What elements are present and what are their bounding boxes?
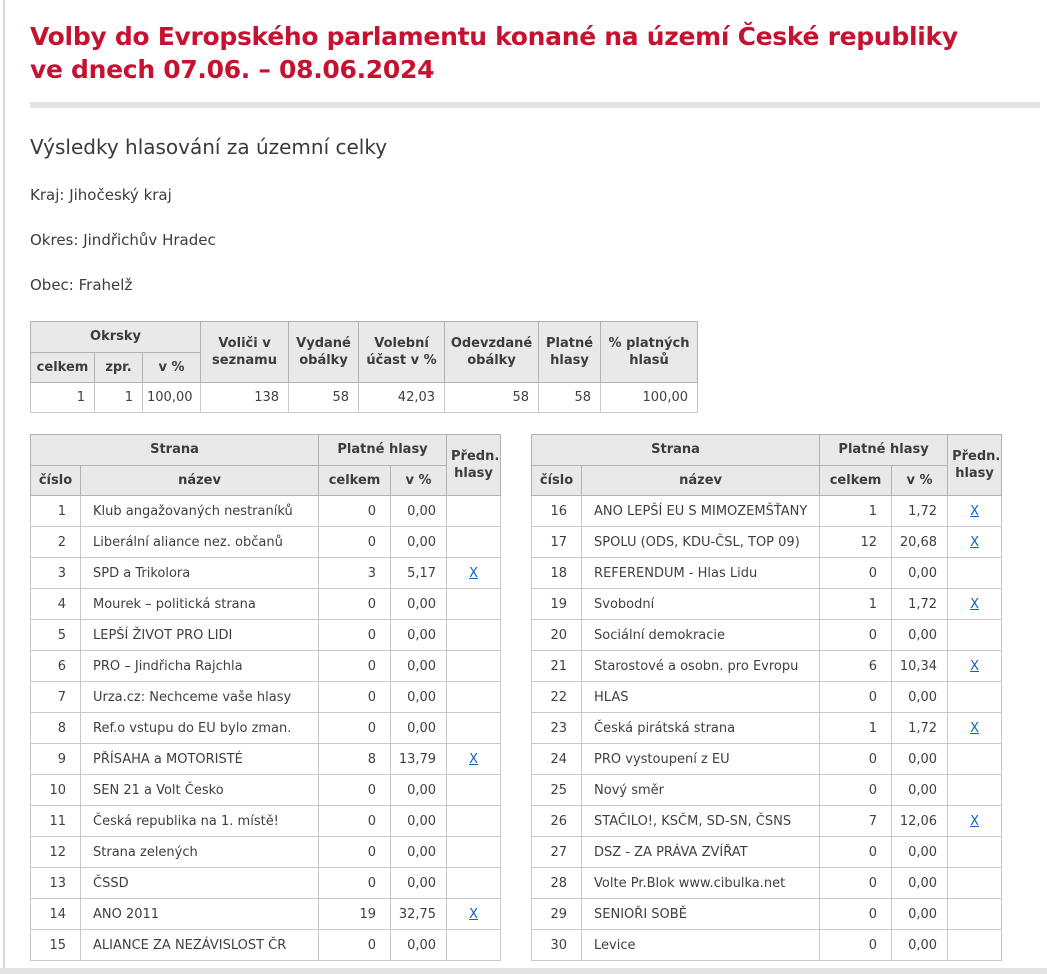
party-pref-cell bbox=[948, 620, 1002, 651]
party-votes-total: 1 bbox=[820, 713, 892, 744]
party-row bbox=[31, 775, 501, 806]
page-bottom-bar bbox=[0, 968, 1047, 974]
party-votes-total: 19 bbox=[319, 899, 391, 930]
party-number: 13 bbox=[31, 868, 81, 899]
party-name: Svobodní bbox=[582, 589, 820, 620]
party-row bbox=[31, 682, 501, 713]
party-votes-total: 12 bbox=[820, 527, 892, 558]
party-number: 8 bbox=[31, 713, 81, 744]
party-number: 21 bbox=[532, 651, 582, 682]
party-name: STAČILO!, KSČM, SD-SN, ČSNS bbox=[582, 806, 820, 837]
party-number: 29 bbox=[532, 899, 582, 930]
summary-odevzdane: 58 bbox=[445, 383, 539, 413]
pref-votes-link[interactable]: X bbox=[469, 751, 478, 767]
party-header-cislo: číslo bbox=[532, 465, 582, 496]
party-name: Starostové a osobn. pro Evropu bbox=[582, 651, 820, 682]
party-votes-total: 0 bbox=[319, 930, 391, 961]
summary-header-platne: Platné hlasy bbox=[539, 322, 601, 383]
party-header-celkem: celkem bbox=[820, 465, 892, 496]
party-header-v-pct: v % bbox=[391, 465, 447, 496]
summary-ucast: 42,03 bbox=[359, 383, 445, 413]
party-row bbox=[532, 682, 1002, 713]
party-votes-total: 0 bbox=[820, 620, 892, 651]
pref-votes-link[interactable]: X bbox=[970, 658, 980, 674]
party-row bbox=[532, 806, 1002, 837]
party-row bbox=[532, 496, 1002, 527]
party-row bbox=[31, 558, 501, 589]
party-row bbox=[532, 930, 1002, 961]
party-name: SPD a Trikolora bbox=[81, 558, 319, 589]
party-row bbox=[532, 620, 1002, 651]
okres-value: Jindřichův Hradec bbox=[83, 231, 216, 249]
party-name: SENIOŘI SOBĚ bbox=[582, 899, 820, 930]
party-pref-cell bbox=[948, 930, 1002, 961]
summary-header-v-pct: v % bbox=[143, 352, 201, 383]
party-votes-total: 0 bbox=[820, 899, 892, 930]
party-votes-total: 1 bbox=[820, 589, 892, 620]
summary-header-celkem: celkem bbox=[31, 352, 95, 383]
party-votes-total: 0 bbox=[820, 744, 892, 775]
party-tables-container bbox=[30, 434, 1040, 961]
party-votes-total: 0 bbox=[319, 620, 391, 651]
kraj-line bbox=[30, 186, 1040, 204]
party-votes-total: 0 bbox=[820, 930, 892, 961]
party-number: 3 bbox=[31, 558, 81, 589]
party-votes-pct: 20,68 bbox=[892, 527, 948, 558]
party-votes-pct: 0,00 bbox=[391, 589, 447, 620]
party-votes-total: 0 bbox=[820, 837, 892, 868]
party-name: PRO – Jindřicha Rajchla bbox=[81, 651, 319, 682]
party-name: Mourek – politická strana bbox=[81, 589, 319, 620]
party-pref-cell bbox=[948, 496, 1002, 527]
party-votes-pct: 0,00 bbox=[892, 744, 948, 775]
page-title: Volby do Evropského parlamentu konané na území České republiky ve dnech 07.06. – 08.06.2024 bbox=[30, 22, 958, 84]
party-pref-cell bbox=[447, 496, 501, 527]
party-votes-total: 0 bbox=[319, 651, 391, 682]
party-number: 4 bbox=[31, 589, 81, 620]
party-number: 9 bbox=[31, 744, 81, 775]
party-pref-cell bbox=[447, 837, 501, 868]
party-header-v-pct: v % bbox=[892, 465, 948, 496]
party-votes-pct: 0,00 bbox=[892, 899, 948, 930]
party-votes-pct: 0,00 bbox=[892, 837, 948, 868]
party-row bbox=[532, 775, 1002, 806]
party-votes-total: 0 bbox=[820, 682, 892, 713]
party-header-nazev: název bbox=[81, 465, 319, 496]
summary-okrsky-v-pct: 100,00 bbox=[143, 383, 201, 413]
party-header-cislo: číslo bbox=[31, 465, 81, 496]
party-votes-pct: 1,72 bbox=[892, 589, 948, 620]
party-name: ANO LEPŠÍ EU S MIMOZEMŠŤANY bbox=[582, 496, 820, 527]
party-row bbox=[532, 868, 1002, 899]
title-divider bbox=[30, 102, 1040, 108]
party-row bbox=[31, 806, 501, 837]
party-name: SEN 21 a Volt Česko bbox=[81, 775, 319, 806]
summary-platne: 58 bbox=[539, 383, 601, 413]
party-number: 27 bbox=[532, 837, 582, 868]
party-votes-pct: 1,72 bbox=[892, 496, 948, 527]
party-number: 18 bbox=[532, 558, 582, 589]
party-pref-cell bbox=[447, 558, 501, 589]
party-votes-total: 1 bbox=[820, 496, 892, 527]
party-votes-pct: 0,00 bbox=[892, 682, 948, 713]
party-pref-cell bbox=[447, 620, 501, 651]
party-votes-pct: 0,00 bbox=[892, 775, 948, 806]
party-votes-total: 0 bbox=[319, 775, 391, 806]
party-votes-pct: 32,75 bbox=[391, 899, 447, 930]
obec-label: Obec: bbox=[30, 276, 74, 294]
party-votes-pct: 10,34 bbox=[892, 651, 948, 682]
party-header-predn-hlasy: Předn. hlasy bbox=[948, 435, 1002, 496]
party-row bbox=[31, 713, 501, 744]
party-pref-cell bbox=[447, 713, 501, 744]
party-votes-total: 7 bbox=[820, 806, 892, 837]
summary-header-zpr: zpr. bbox=[95, 352, 143, 383]
party-pref-cell bbox=[948, 651, 1002, 682]
party-votes-pct: 0,00 bbox=[391, 527, 447, 558]
party-name: Ref.o vstupu do EU bylo zman. bbox=[81, 713, 319, 744]
party-pref-cell bbox=[447, 930, 501, 961]
pref-votes-link[interactable]: X bbox=[970, 813, 980, 829]
party-number: 19 bbox=[532, 589, 582, 620]
summary-vydane: 58 bbox=[289, 383, 359, 413]
party-votes-total: 0 bbox=[319, 837, 391, 868]
party-number: 25 bbox=[532, 775, 582, 806]
summary-header-okrsky: Okrsky bbox=[31, 322, 201, 353]
party-name: DSZ - ZA PRÁVA ZVÍŘAT bbox=[582, 837, 820, 868]
party-row bbox=[532, 589, 1002, 620]
party-pref-cell bbox=[948, 527, 1002, 558]
summary-okrsky-zpr: 1 bbox=[95, 383, 143, 413]
pref-votes-link[interactable]: X bbox=[469, 565, 478, 581]
party-row bbox=[532, 837, 1002, 868]
party-number: 6 bbox=[31, 651, 81, 682]
party-row bbox=[31, 744, 501, 775]
party-number: 7 bbox=[31, 682, 81, 713]
party-header-celkem: celkem bbox=[319, 465, 391, 496]
party-row bbox=[31, 899, 501, 930]
party-number: 23 bbox=[532, 713, 582, 744]
party-votes-total: 0 bbox=[319, 868, 391, 899]
party-name: ČSSD bbox=[81, 868, 319, 899]
party-pref-cell bbox=[447, 744, 501, 775]
summary-header-vydane: Vydané obálky bbox=[289, 322, 359, 383]
party-votes-pct: 5,17 bbox=[391, 558, 447, 589]
party-votes-pct: 0,00 bbox=[892, 558, 948, 589]
party-name: Nový směr bbox=[582, 775, 820, 806]
party-header-predn-hlasy: Předn. hlasy bbox=[447, 435, 501, 496]
party-votes-total: 8 bbox=[319, 744, 391, 775]
party-number: 1 bbox=[31, 496, 81, 527]
party-votes-pct: 1,72 bbox=[892, 713, 948, 744]
party-votes-pct: 0,00 bbox=[892, 930, 948, 961]
party-pref-cell bbox=[447, 527, 501, 558]
party-pref-cell bbox=[948, 682, 1002, 713]
party-pref-cell bbox=[948, 806, 1002, 837]
party-pref-cell bbox=[948, 589, 1002, 620]
party-votes-pct: 0,00 bbox=[391, 930, 447, 961]
summary-volici: 138 bbox=[201, 383, 289, 413]
party-name: LEPŠÍ ŽIVOT PRO LIDI bbox=[81, 620, 319, 651]
party-pref-cell bbox=[948, 558, 1002, 589]
party-pref-cell bbox=[447, 589, 501, 620]
party-votes-pct: 0,00 bbox=[391, 682, 447, 713]
party-header-nazev: název bbox=[582, 465, 820, 496]
party-header-strana: Strana bbox=[532, 435, 820, 466]
party-row bbox=[31, 651, 501, 682]
obec-value: Frahelž bbox=[78, 276, 133, 294]
summary-pct-platnych: 100,00 bbox=[601, 383, 698, 413]
party-pref-cell bbox=[447, 775, 501, 806]
okres-label: Okres: bbox=[30, 231, 79, 249]
party-name: ANO 2011 bbox=[81, 899, 319, 930]
party-row bbox=[31, 620, 501, 651]
party-number: 12 bbox=[31, 837, 81, 868]
party-row bbox=[532, 651, 1002, 682]
party-votes-total: 0 bbox=[820, 868, 892, 899]
summary-okrsky-celkem: 1 bbox=[31, 383, 95, 413]
party-votes-total: 0 bbox=[820, 775, 892, 806]
party-number: 22 bbox=[532, 682, 582, 713]
party-number: 20 bbox=[532, 620, 582, 651]
party-row bbox=[31, 496, 501, 527]
party-name: Strana zelených bbox=[81, 837, 319, 868]
party-votes-total: 0 bbox=[319, 527, 391, 558]
summary-header-odevzdane: Odevzdané obálky bbox=[445, 322, 539, 383]
party-pref-cell bbox=[948, 775, 1002, 806]
party-votes-pct: 0,00 bbox=[391, 651, 447, 682]
obec-line bbox=[30, 276, 1040, 294]
party-number: 14 bbox=[31, 899, 81, 930]
party-row bbox=[31, 527, 501, 558]
party-pref-cell bbox=[447, 682, 501, 713]
party-votes-pct: 12,06 bbox=[892, 806, 948, 837]
party-name: Česká republika na 1. místě! bbox=[81, 806, 319, 837]
party-number: 2 bbox=[31, 527, 81, 558]
party-number: 5 bbox=[31, 620, 81, 651]
party-pref-cell bbox=[447, 651, 501, 682]
party-name: Sociální demokracie bbox=[582, 620, 820, 651]
party-votes-total: 3 bbox=[319, 558, 391, 589]
party-votes-total: 6 bbox=[820, 651, 892, 682]
party-row bbox=[532, 527, 1002, 558]
party-pref-cell bbox=[948, 868, 1002, 899]
party-number: 26 bbox=[532, 806, 582, 837]
party-name: REFERENDUM - Hlas Lidu bbox=[582, 558, 820, 589]
party-header-platne-hlasy: Platné hlasy bbox=[820, 435, 948, 466]
party-row bbox=[31, 930, 501, 961]
party-votes-pct: 0,00 bbox=[391, 868, 447, 899]
party-number: 16 bbox=[532, 496, 582, 527]
party-row bbox=[31, 589, 501, 620]
party-table-left bbox=[30, 434, 501, 961]
party-name: PRO vystoupení z EU bbox=[582, 744, 820, 775]
party-number: 11 bbox=[31, 806, 81, 837]
pref-votes-link[interactable]: X bbox=[469, 906, 478, 922]
okres-line bbox=[30, 231, 1040, 249]
party-name: PŘÍSAHA a MOTORISTÉ bbox=[81, 744, 319, 775]
party-pref-cell bbox=[447, 899, 501, 930]
party-number: 17 bbox=[532, 527, 582, 558]
party-number: 30 bbox=[532, 930, 582, 961]
party-row bbox=[31, 868, 501, 899]
party-votes-pct: 0,00 bbox=[892, 868, 948, 899]
party-pref-cell bbox=[948, 744, 1002, 775]
pref-votes-link[interactable]: X bbox=[970, 534, 980, 550]
party-votes-total: 0 bbox=[820, 558, 892, 589]
party-name: SPOLU (ODS, KDU-ČSL, TOP 09) bbox=[582, 527, 820, 558]
party-name: Urza.cz: Nechceme vaše hlasy bbox=[81, 682, 319, 713]
party-name: Volte Pr.Blok www.cibulka.net bbox=[582, 868, 820, 899]
party-votes-pct: 0,00 bbox=[391, 837, 447, 868]
party-row bbox=[31, 837, 501, 868]
party-name: Česká pirátská strana bbox=[582, 713, 820, 744]
party-pref-cell bbox=[447, 806, 501, 837]
party-votes-pct: 0,00 bbox=[391, 806, 447, 837]
party-number: 15 bbox=[31, 930, 81, 961]
summary-table bbox=[30, 321, 698, 413]
kraj-value: Jihočeský kraj bbox=[69, 186, 172, 204]
party-name: Levice bbox=[582, 930, 820, 961]
party-table-right bbox=[531, 434, 1002, 961]
party-header-strana: Strana bbox=[31, 435, 319, 466]
party-votes-total: 0 bbox=[319, 682, 391, 713]
party-votes-pct: 0,00 bbox=[391, 713, 447, 744]
summary-data-row bbox=[31, 383, 698, 413]
page-left-border bbox=[3, 0, 5, 974]
summary-header-ucast: Volební účast v % bbox=[359, 322, 445, 383]
party-header-platne-hlasy: Platné hlasy bbox=[319, 435, 447, 466]
party-votes-pct: 0,00 bbox=[391, 775, 447, 806]
pref-votes-link[interactable]: X bbox=[970, 720, 980, 736]
party-votes-total: 0 bbox=[319, 496, 391, 527]
party-number: 10 bbox=[31, 775, 81, 806]
party-row bbox=[532, 558, 1002, 589]
summary-header-volici: Voliči v seznamu bbox=[201, 322, 289, 383]
section-title: Výsledky hlasování za územní celky bbox=[30, 135, 388, 159]
party-votes-pct: 0,00 bbox=[391, 496, 447, 527]
party-votes-total: 0 bbox=[319, 589, 391, 620]
kraj-label: Kraj: bbox=[30, 186, 65, 204]
party-row bbox=[532, 744, 1002, 775]
pref-votes-link[interactable]: X bbox=[970, 503, 980, 519]
party-pref-cell bbox=[948, 899, 1002, 930]
party-name: ALIANCE ZA NEZÁVISLOST ČR bbox=[81, 930, 319, 961]
party-votes-total: 0 bbox=[319, 713, 391, 744]
party-pref-cell bbox=[447, 868, 501, 899]
pref-votes-link[interactable]: X bbox=[970, 596, 980, 612]
party-number: 24 bbox=[532, 744, 582, 775]
party-votes-pct: 0,00 bbox=[892, 620, 948, 651]
party-votes-total: 0 bbox=[319, 806, 391, 837]
party-number: 28 bbox=[532, 868, 582, 899]
party-row bbox=[532, 899, 1002, 930]
party-name: Liberální aliance nez. občanů bbox=[81, 527, 319, 558]
party-row bbox=[532, 713, 1002, 744]
party-pref-cell bbox=[948, 713, 1002, 744]
party-name: Klub angažovaných nestraníků bbox=[81, 496, 319, 527]
party-pref-cell bbox=[948, 837, 1002, 868]
party-votes-pct: 13,79 bbox=[391, 744, 447, 775]
summary-header-pct-platnych: % platných hlasů bbox=[601, 322, 698, 383]
party-votes-pct: 0,00 bbox=[391, 620, 447, 651]
party-name: HLAS bbox=[582, 682, 820, 713]
